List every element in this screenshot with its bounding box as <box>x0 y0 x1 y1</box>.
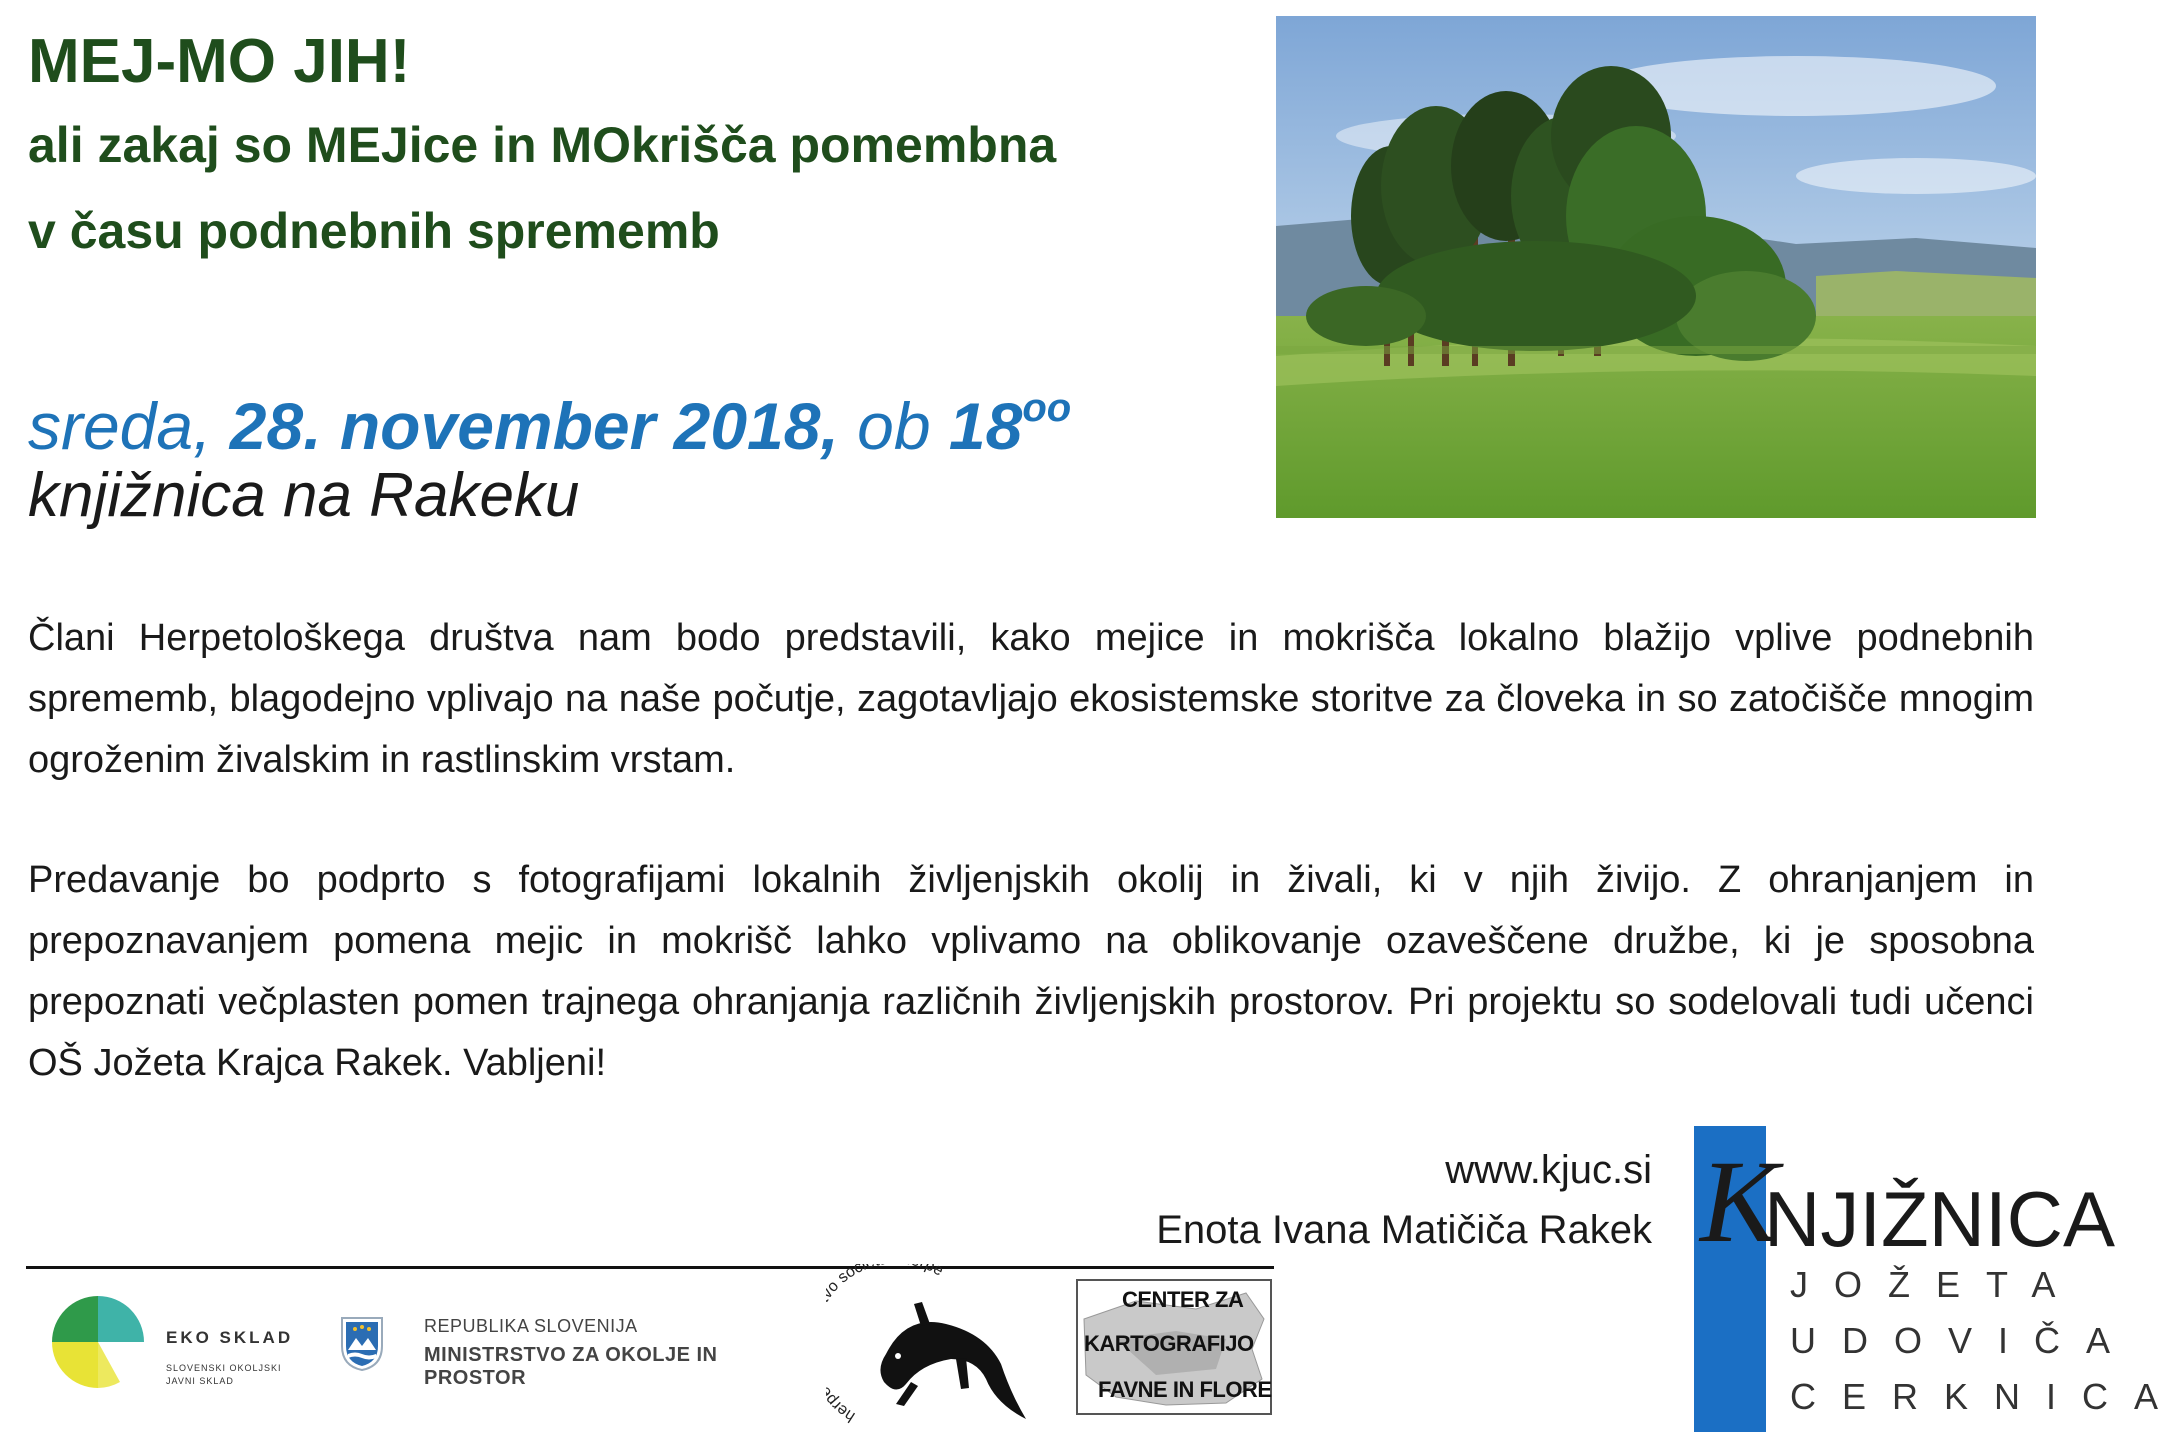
ministry-line1: REPUBLIKA SLOVENIJA <box>424 1316 638 1336</box>
salamander-icon <box>826 1264 1046 1434</box>
event-time-hour: 18 <box>948 389 1023 463</box>
ckff-logo <box>1076 1279 1272 1415</box>
poster-title-block <box>28 22 1258 274</box>
body-paragraph-1: Člani Herpetološkega društva nam bodo predstavili, kako mejice in mokrišča lokalno blažijo vplive podnebnih sprememb, blagodejno vplivajo na naše počutje, zagotavljajo ekosistemske storitve za človeka in so zatočišče mnogim ogroženim živalskim in rastlinskim vrstam. <box>28 617 2034 781</box>
ckff-line3: FAVNE IN FLORE <box>1098 1377 1272 1402</box>
event-date-value: 28. november 2018, <box>229 389 839 463</box>
event-day: sreda, <box>28 389 212 463</box>
event-date <box>28 366 1071 468</box>
eko-sklad-subtitle <box>166 1362 282 1388</box>
ckff-line2: KARTOGRAFIJO <box>1084 1331 1254 1356</box>
herp-society-text: her soci pe <box>828 1264 947 1426</box>
body-paragraph-2: Predavanje bo podprto s fotografijami lokalnih življenjskih okolij in živali, ki v njih živijo. Z ohranjanjem in prepoznavanjem pomena mejic in mokrišč lahko vplivamo na oblikovanje ozaveščene družbe, ki je sposobna prepoznati večplasten pomen trajnega ohranjanja različnih življenjskih prostorov. Pri projektu so sodelovali tudi učenci OŠ Jožeta Krajca Rakek. Vabljeni! <box>28 859 2034 1084</box>
footer-divider <box>26 1266 1274 1269</box>
eko-sklad-subtitle-line1: SLOVENSKI OKOLJSKI <box>166 1363 282 1373</box>
ckff-line1: CENTER ZA <box>1122 1287 1244 1312</box>
library-logo-line2: JOŽETA <box>1790 1264 2082 1305</box>
library-logo-line3: UDOVIČA <box>1790 1320 2137 1361</box>
library-logo-word: NJIŽNICA <box>1764 1175 2115 1263</box>
ministry-logo <box>340 1312 820 1389</box>
poster-title: MEJ-MO JIH! <box>28 27 411 96</box>
library-logo-k: K <box>1700 1136 1779 1267</box>
library-logo <box>1694 1126 2184 1432</box>
poster-subtitle-line2: v času podnebnih sprememb <box>28 203 720 259</box>
eko-sklad-name: EKO SKLAD <box>166 1328 294 1347</box>
eko-sklad-icon <box>48 1292 148 1392</box>
eko-sklad-subtitle-line2: JAVNI SKLAD <box>166 1376 234 1386</box>
event-time-minutes: oo <box>1022 386 1072 430</box>
event-time-prefix: ob <box>857 389 931 463</box>
ministry-line2: MINISTRSTVO ZA OKOLJE IN PROSTOR <box>424 1344 718 1389</box>
library-logo-line4: CERKNICA <box>1790 1376 2184 1417</box>
hedge-landscape-photo <box>1276 16 2036 518</box>
contact-block <box>1156 1140 1652 1260</box>
eko-sklad-logo <box>48 1292 308 1392</box>
library-unit: Enota Ivana Matičiča Rakek <box>1156 1208 1652 1252</box>
poster-subtitle-line1: ali zakaj so MEJice in MOkrišča pomembna <box>28 117 1057 173</box>
website-link[interactable]: www.kjuc.si <box>1445 1148 1652 1192</box>
slovenia-coat-of-arms-icon <box>340 1316 384 1372</box>
herpetological-society-logo <box>826 1264 1046 1434</box>
event-location: knjižnica na Rakeku <box>28 461 580 530</box>
